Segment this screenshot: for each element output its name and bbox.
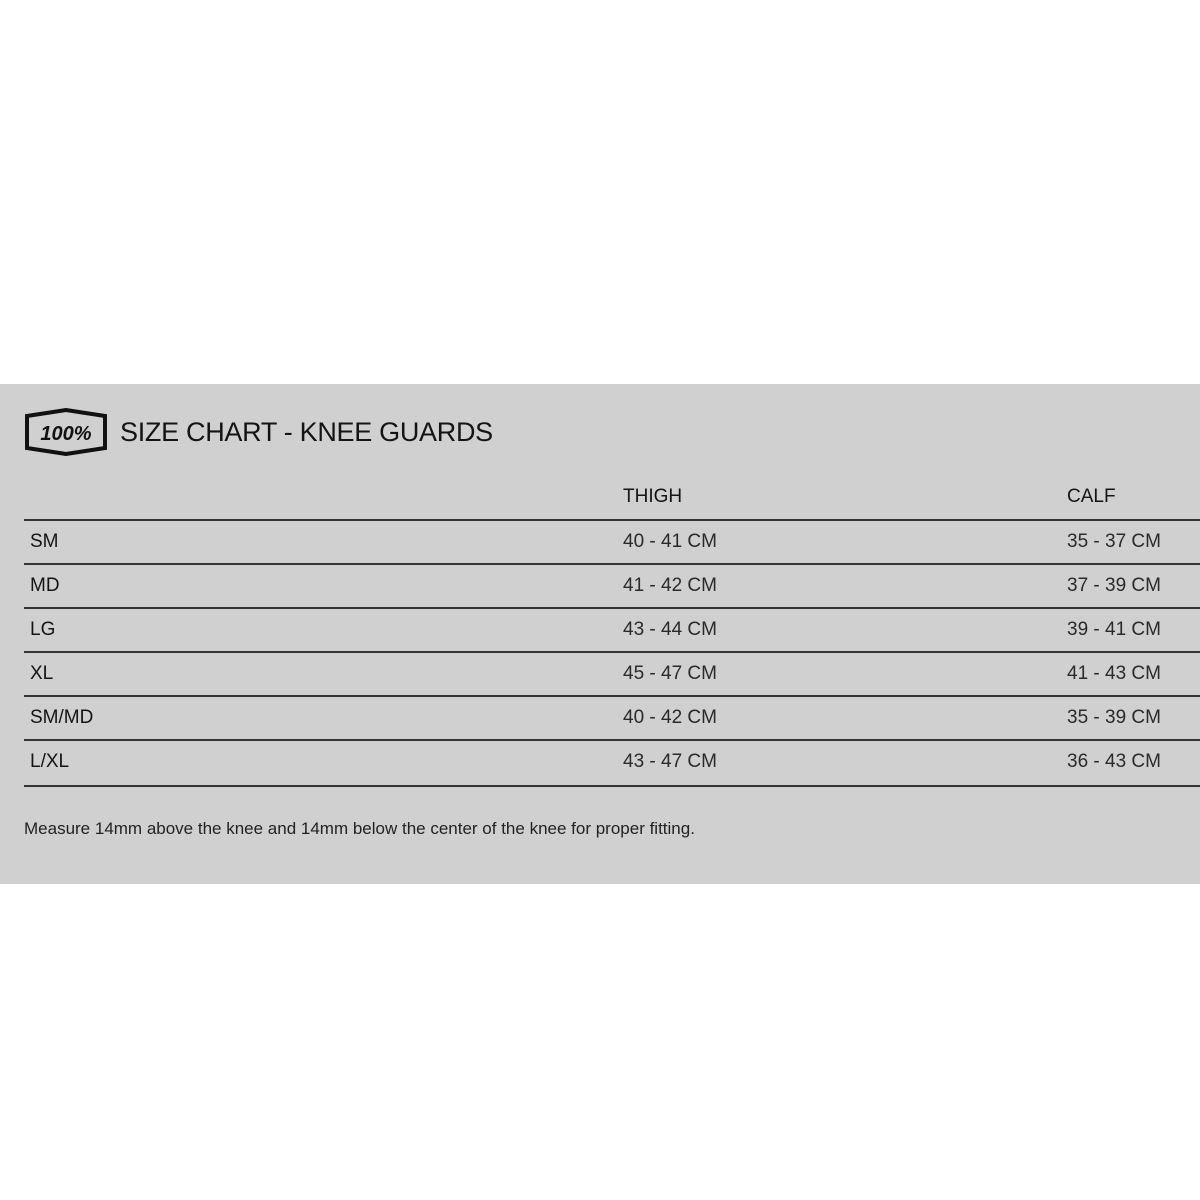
cell-size: L/XL	[30, 751, 70, 772]
cell-thigh: 41 - 42 CM	[623, 575, 717, 596]
fitting-note: Measure 14mm above the knee and 14mm below the center of the knee for proper fitting.	[24, 819, 695, 838]
brand-logo	[24, 408, 108, 456]
cell-thigh: 40 - 41 CM	[623, 531, 717, 552]
table-row	[24, 519, 1200, 565]
size-chart-panel	[0, 384, 1200, 884]
table-row	[24, 607, 1200, 653]
table-row	[24, 739, 1200, 787]
cell-calf: 36 - 43 CM	[1067, 751, 1161, 772]
cell-calf: 39 - 41 CM	[1067, 619, 1161, 640]
cell-size: SM/MD	[30, 707, 94, 728]
table-row	[24, 651, 1200, 697]
table-row	[24, 695, 1200, 741]
cell-calf: 35 - 37 CM	[1067, 531, 1161, 552]
cell-thigh: 45 - 47 CM	[623, 663, 717, 684]
column-header-calf: CALF	[1067, 486, 1116, 507]
cell-size: MD	[30, 575, 60, 596]
table-row	[24, 563, 1200, 609]
column-header-thigh: THIGH	[623, 486, 683, 507]
cell-size: SM	[30, 531, 59, 552]
cell-thigh: 43 - 47 CM	[623, 751, 717, 772]
cell-calf: 37 - 39 CM	[1067, 575, 1161, 596]
cell-calf: 35 - 39 CM	[1067, 707, 1161, 728]
logo-text: 100%	[40, 423, 92, 445]
page-title: SIZE CHART - KNEE GUARDS	[120, 417, 493, 447]
cell-thigh: 40 - 42 CM	[623, 707, 717, 728]
cell-size: XL	[30, 663, 54, 684]
cell-thigh: 43 - 44 CM	[623, 619, 717, 640]
cell-calf: 41 - 43 CM	[1067, 663, 1161, 684]
cell-size: LG	[30, 619, 56, 640]
